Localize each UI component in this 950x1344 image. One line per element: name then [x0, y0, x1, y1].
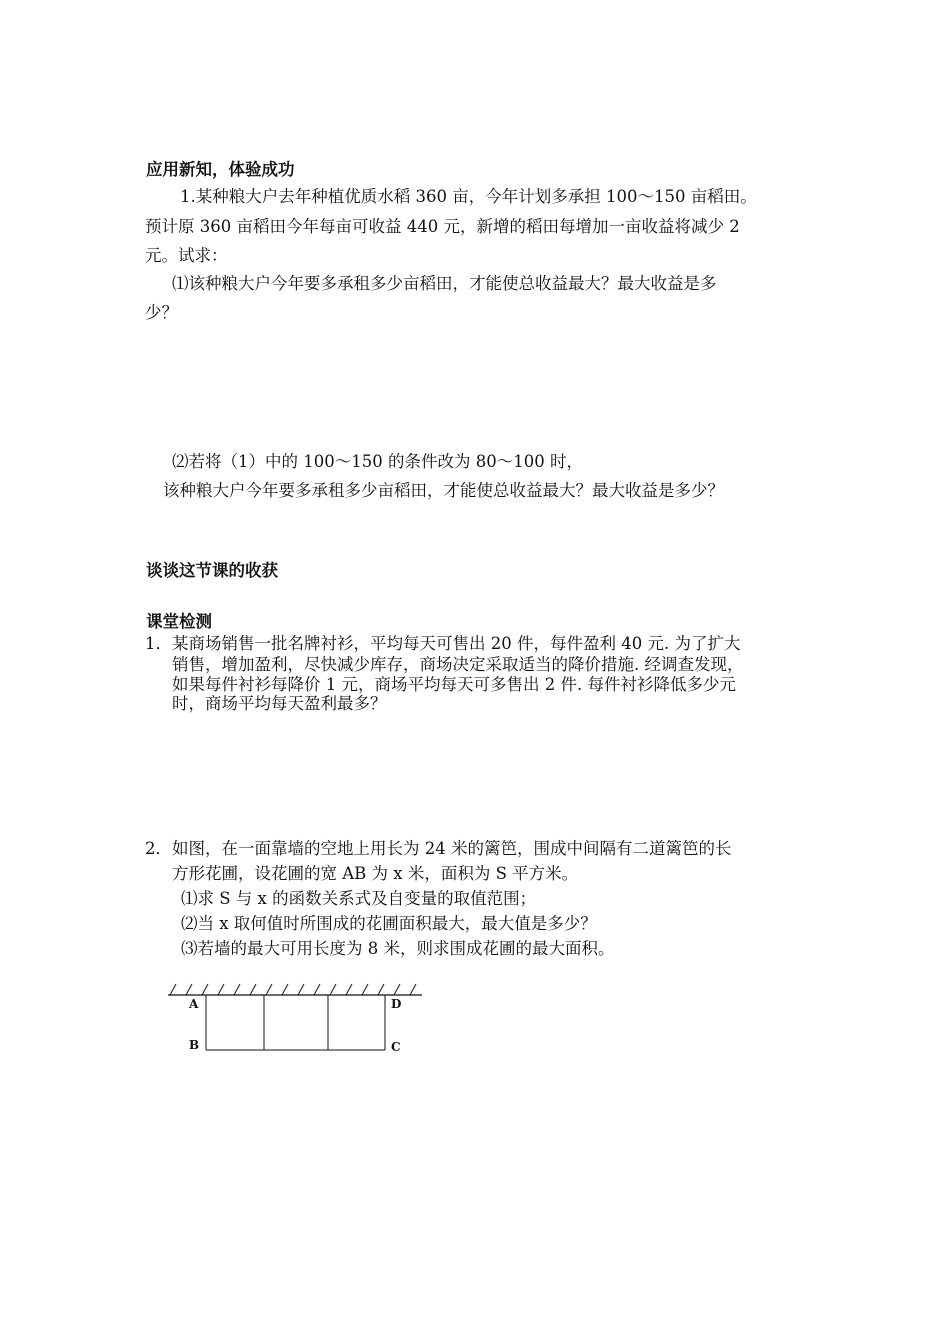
section-heading-apply: 应用新知，体验成功: [146, 160, 295, 179]
test-problem2-line2: 方形花圃，设花圃的宽 AB 为 x 米，面积为 S 平方米。: [172, 864, 579, 883]
garden-fence-figure: [160, 978, 430, 1058]
problem1-line2: 预计原 360 亩稻田今年每亩可收益 440 元，新增的稻田每增加一亩收益将减少 2: [145, 217, 740, 236]
problem1-q1-line1: ⑴该种粮大户今年要多承租多少亩稻田，才能使总收益最大？最大收益是多: [172, 274, 717, 293]
section-heading-classroom-test: 课堂检测: [146, 612, 212, 631]
test-problem1-line4: 时，商场平均每天盈利最多？: [172, 694, 387, 713]
section-heading-reflection: 谈谈这节课的收获: [146, 561, 278, 580]
problem1-line3: 元。试求：: [145, 246, 228, 265]
problem1-q2-line1: ⑵若将（1）中的 100～150 的条件改为 80～100 时，: [172, 452, 583, 471]
test-problem2-q3: ⑶若墙的最大可用长度为 8 米，则求围成花圃的最大面积。: [181, 939, 615, 958]
figure-label-c: C: [391, 1040, 401, 1054]
figure-label-d: D: [391, 997, 402, 1011]
wall-hatching: [170, 984, 416, 995]
test-problem2-q1: ⑴求 S 与 x 的函数关系式及自变量的取值范围；: [181, 889, 537, 908]
test-problem1-line3: 如果每件衬衫每降价 1 元，商场平均每天可多售出 2 件. 每件衬衫降低多少元: [172, 675, 736, 694]
test-problem2-line1: 2．如图，在一面靠墙的空地上用长为 24 米的篱笆，围成中间隔有二道篱笆的长: [145, 839, 732, 858]
problem1-q2-line2: 该种粮大户今年要多承租多少亩稻田，才能使总收益最大？最大收益是多少？: [163, 481, 724, 500]
problem1-line1: 1.某种粮大户去年种植优质水稻 360 亩，今年计划多承担 100～150 亩稻田。: [180, 187, 757, 206]
test-problem1-line1: 1．某商场销售一批名牌衬衫，平均每天可售出 20 件，每件盈利 40 元. 为了扩大: [145, 634, 741, 653]
test-problem1-line2: 销售，增加盈利，尽快减少库存，商场决定采取适当的降价措施. 经调查发现，: [172, 655, 744, 674]
problem1-q1-line2: 少？: [145, 303, 178, 322]
figure-label-a: A: [189, 997, 199, 1011]
figure-label-b: B: [189, 1038, 200, 1052]
test-problem2-q2: ⑵当 x 取何值时所围成的花圃面积最大，最大值是多少？: [181, 914, 597, 933]
